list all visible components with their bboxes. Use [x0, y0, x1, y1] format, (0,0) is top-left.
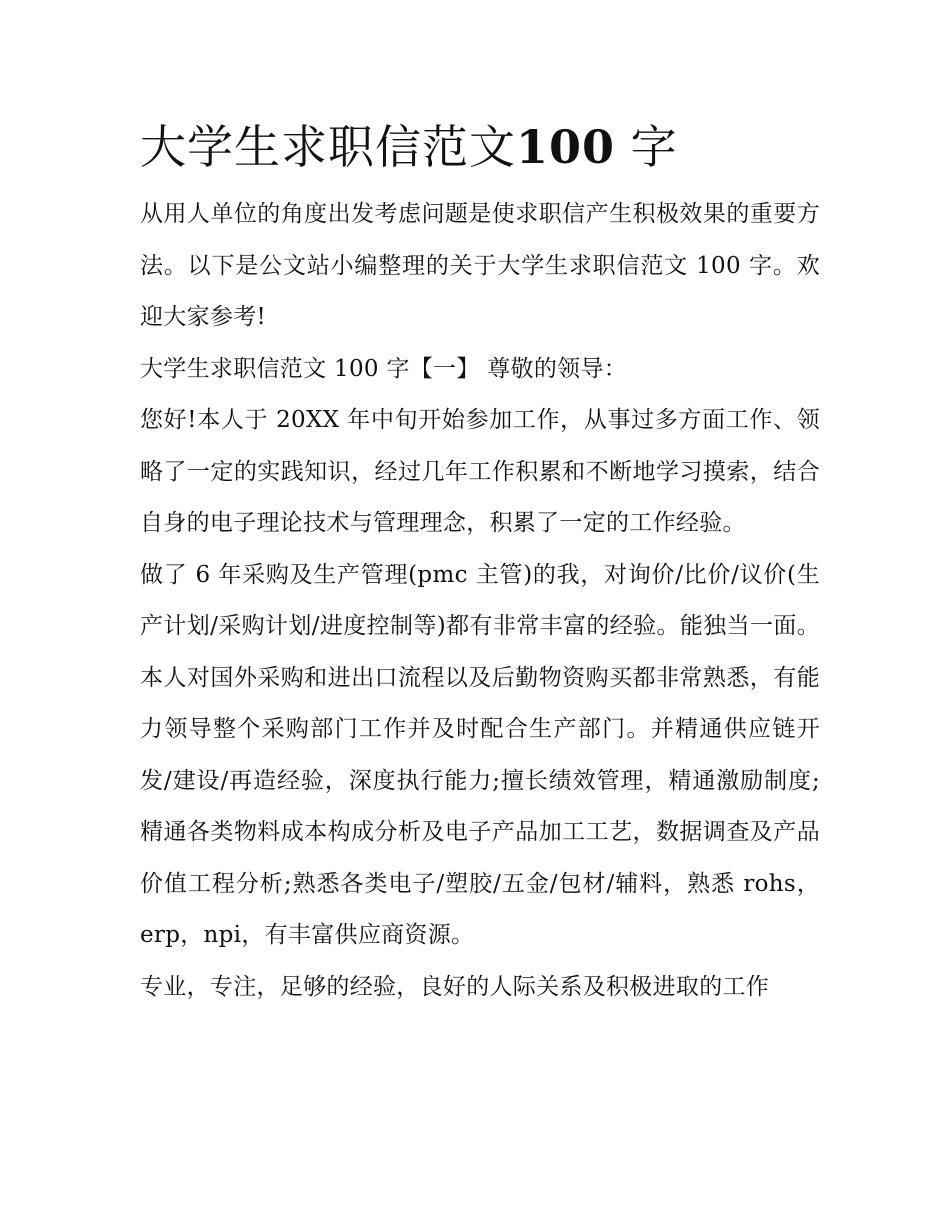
body-paragraph-closing: 专业，专注，足够的经验，良好的人际关系及积极进取的工作: [140, 973, 770, 1000]
document-body: [140, 115, 820, 1013]
title-prefix: 大学生求职信范文: [140, 120, 516, 174]
document-title: [140, 115, 820, 179]
body-paragraph-experience: 做了 6 年采购及生产管理(pmc 主管)的我，对询价/比价/议价(生产计划/采购计划/进度控制等)都有非常丰富的经验。能独当一面。本人对国外采购和进出口流程以及后勤物资购买都非常熟悉，有能力领导整个采购部门工作并及时配合生产部门。并精通供应链开发/建设/再造经验，深度执行能力;擅长绩效管理，精通激励制度;精通各类物料成本构成分析及电子产品加工工艺，数据调查及产品价值工程分析;熟悉各类电子/塑胶/五金/包材/辅料，熟悉 rohs，erp，npi，有丰富供应商资源。: [140, 561, 820, 948]
intro-paragraph: 从用人单位的角度出发考虑问题是使求职信产生积极效果的重要方法。以下是公文站小编整理的关于大学生求职信范文 100 字。欢迎大家参考!: [140, 201, 820, 330]
title-suffix: 字: [615, 120, 678, 174]
body-paragraph-greeting: 您好!本人于 20XX 年中旬开始参加工作，从事过多方面工作、领略了一定的实践知识，经过几年工作积累和不断地学习摸索，结合自身的电子理论技术与管理理念，积累了一定的工作经验。: [140, 407, 820, 536]
title-number: 100: [516, 120, 616, 174]
letter-heading: 大学生求职信范文 100 字【一】 尊敬的领导：: [140, 355, 628, 382]
